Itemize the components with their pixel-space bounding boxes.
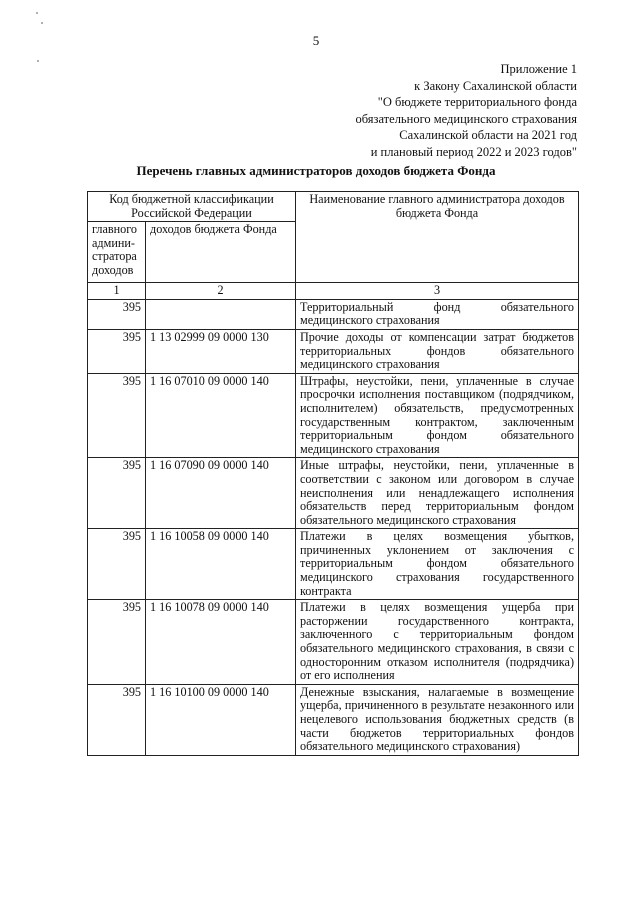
admin-code-cell: 395 xyxy=(88,329,146,373)
table-row xyxy=(88,299,579,329)
admin-name-cell: Денежные взыскания, налагаемые в возмещение ущерба, причиненного в результате незаконного или нецелевого использования бюджетных средств (в части бюджетов территориальных фондов обязательного медицинского страхования) xyxy=(296,684,579,755)
table-row xyxy=(88,684,579,755)
appendix-line: к Закону Сахалинской области xyxy=(414,78,577,93)
scan-speck xyxy=(36,12,38,14)
table-row xyxy=(88,529,579,600)
scan-speck xyxy=(41,22,43,24)
appendix-line: обязательного медицинского страхования xyxy=(355,111,577,126)
column-number: 3 xyxy=(296,283,579,300)
admin-code-cell: 395 xyxy=(88,529,146,600)
income-code-cell xyxy=(146,299,296,329)
column-number: 1 xyxy=(88,283,146,300)
admin-name-cell: Иные штрафы, неустойки, пени, уплаченные в соответствии с законом или договором в случае неисполнения или ненадлежащего исполнения обязательств перед территориальным фондом обязательного медицинского страхования xyxy=(296,458,579,529)
administrators-table xyxy=(87,191,579,756)
scan-speck xyxy=(37,60,39,62)
table-header-row xyxy=(88,192,579,222)
appendix-line: Приложение 1 xyxy=(500,62,577,76)
header-classification-code: Код бюджетной классификации Российской Федерации xyxy=(88,192,296,222)
admin-name-cell: Платежи в целях возмещения убытков, причиненных уклонением от заключения с территориальным фондом обязательного медицинского страхования государственного контракта xyxy=(296,529,579,600)
admin-code-cell: 395 xyxy=(88,458,146,529)
column-number: 2 xyxy=(146,283,296,300)
subheader-income-code: доходов бюджета Фонда xyxy=(146,222,296,283)
income-code-cell: 1 16 10058 09 0000 140 xyxy=(146,529,296,600)
admin-name-cell: Территориальный фонд обязательного медицинского страхования xyxy=(296,299,579,329)
appendix-line: "О бюджете территориального фонда xyxy=(377,95,577,109)
table-row xyxy=(88,329,579,373)
header-administrator-name: Наименование главного администратора доходов бюджета Фонда xyxy=(296,192,579,283)
subheader-admin-code: главного админи-стратора доходов xyxy=(88,222,146,283)
admin-name-cell: Платежи в целях возмещения ущерба при расторжении государственного контракта, заключенного с территориальным фондом обязательного медицинского страхования, в связи с односторонним отказом исполнителя (подрядчика) от его исполнения xyxy=(296,600,579,685)
admin-code-cell: 395 xyxy=(88,299,146,329)
admin-code-cell: 395 xyxy=(88,684,146,755)
column-numbers-row xyxy=(88,283,579,300)
document-title: Перечень главных администраторов доходов бюджета Фонда xyxy=(136,163,496,178)
appendix-line: Сахалинской области на 2021 год xyxy=(399,128,577,142)
admin-name-cell: Штрафы, неустойки, пени, уплаченные в случае просрочки исполнения поставщиком (подрядчиком, исполнителем) обязательств, предусмотренных государственным контрактом, заключенным территориальным фондом обязательного медицинского страхования xyxy=(296,373,579,458)
income-code-cell: 1 13 02999 09 0000 130 xyxy=(146,329,296,373)
income-code-cell: 1 16 10078 09 0000 140 xyxy=(146,600,296,685)
page-number: 5 xyxy=(312,33,320,48)
admin-code-cell: 395 xyxy=(88,373,146,458)
table-row xyxy=(88,600,579,685)
admin-code-cell: 395 xyxy=(88,600,146,685)
admin-name-cell: Прочие доходы от компенсации затрат бюджетов территориальных фондов обязательного медицинского страхования xyxy=(296,329,579,373)
table-row xyxy=(88,373,579,458)
table-row xyxy=(88,458,579,529)
appendix-line: и плановый период 2022 и 2023 годов" xyxy=(370,144,577,159)
income-code-cell: 1 16 07090 09 0000 140 xyxy=(146,458,296,529)
income-code-cell: 1 16 07010 09 0000 140 xyxy=(146,373,296,458)
income-code-cell: 1 16 10100 09 0000 140 xyxy=(146,684,296,755)
appendix-block xyxy=(355,61,577,160)
